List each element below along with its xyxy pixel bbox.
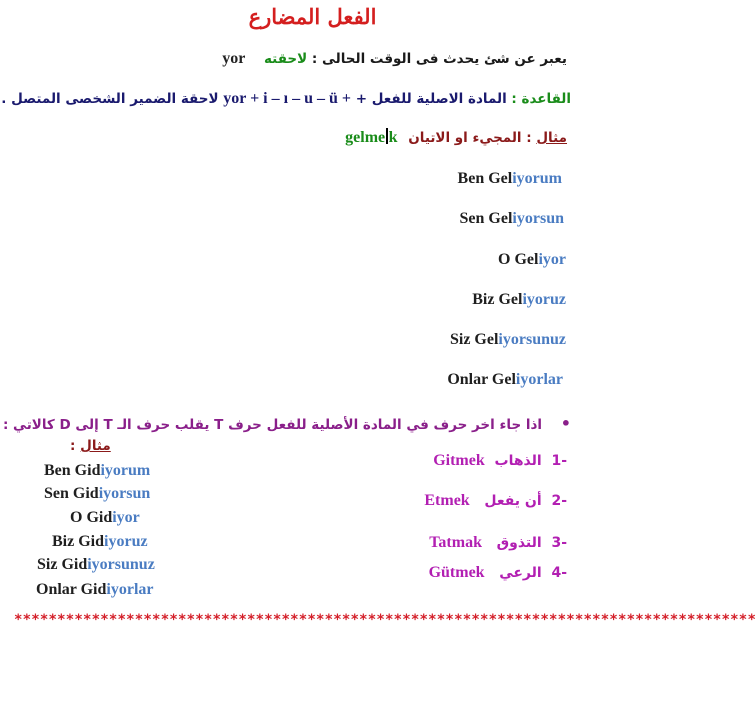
definition-line — [222, 50, 567, 68]
conj1-row-3: O Geliyor — [498, 251, 566, 268]
text-cursor — [386, 128, 388, 144]
conj2-row-6: Onlar Gidiyorlar — [36, 581, 154, 598]
conj1-row-5: Siz Geliyorsunuz — [449, 331, 566, 348]
bullet-icon: • — [560, 414, 571, 433]
suffix-yor: yor — [222, 50, 246, 67]
conj2-row-4: Biz Gidiyoruz — [52, 533, 148, 550]
example-text: : المجيء او الاتيان — [408, 130, 532, 146]
note-text: اذا جاء اخر حرف في المادة الأصلية للفعل حرف T يقلب حرف الـ T إلى D كالاتي : — [2, 417, 543, 433]
example-verb: gelme k — [345, 129, 398, 146]
verb-item-4: -4 الرعي Gütmek — [428, 564, 567, 581]
conj2-row-2: Sen Gidiyorsun — [44, 485, 151, 502]
conj2-row-5: Siz Gidiyorsunuz — [37, 556, 155, 573]
conj2-row-3: O Gidiyor — [70, 509, 140, 526]
example-line — [345, 128, 567, 147]
note-line — [3, 414, 571, 433]
page-title: الفعل المضارع — [248, 4, 377, 29]
conj1-row-6: Onlar Geliyorlar — [447, 371, 563, 388]
conj2-row-1: Ben Gidiyorum — [44, 462, 151, 479]
conj1-row-2: Sen Geliyorsun — [459, 210, 564, 227]
example-label: مثال — [536, 130, 567, 146]
definition-text: يعبر عن شئ يحدث فى الوقت الحالى : — [311, 51, 567, 67]
verb-item-1: -1 الذهاب Gitmek — [433, 452, 567, 469]
verb-item-2: -2 أن يفعل Etmek — [424, 492, 567, 509]
conj1-row-4: Biz Geliyoruz — [472, 291, 566, 308]
conj1-row-1: Ben Geliyorum — [457, 170, 562, 187]
rule-text: المادة الاصلية للفعل + — [355, 91, 507, 107]
rule-text-end: لاحقة الضمير الشخصى المتصل . — [1, 91, 219, 107]
rule-line — [1, 90, 571, 108]
rule-formula: yor + i – ı – u – ü + — [223, 90, 351, 107]
suffix-label: لاحقته — [264, 51, 308, 67]
verb-item-3: -3 التذوق Tatmak — [429, 534, 567, 551]
rule-label: القاعدة : — [511, 91, 571, 107]
example2-label: مثال : — [70, 438, 111, 454]
separator-stars: ************************************************************************************** — [14, 612, 756, 628]
